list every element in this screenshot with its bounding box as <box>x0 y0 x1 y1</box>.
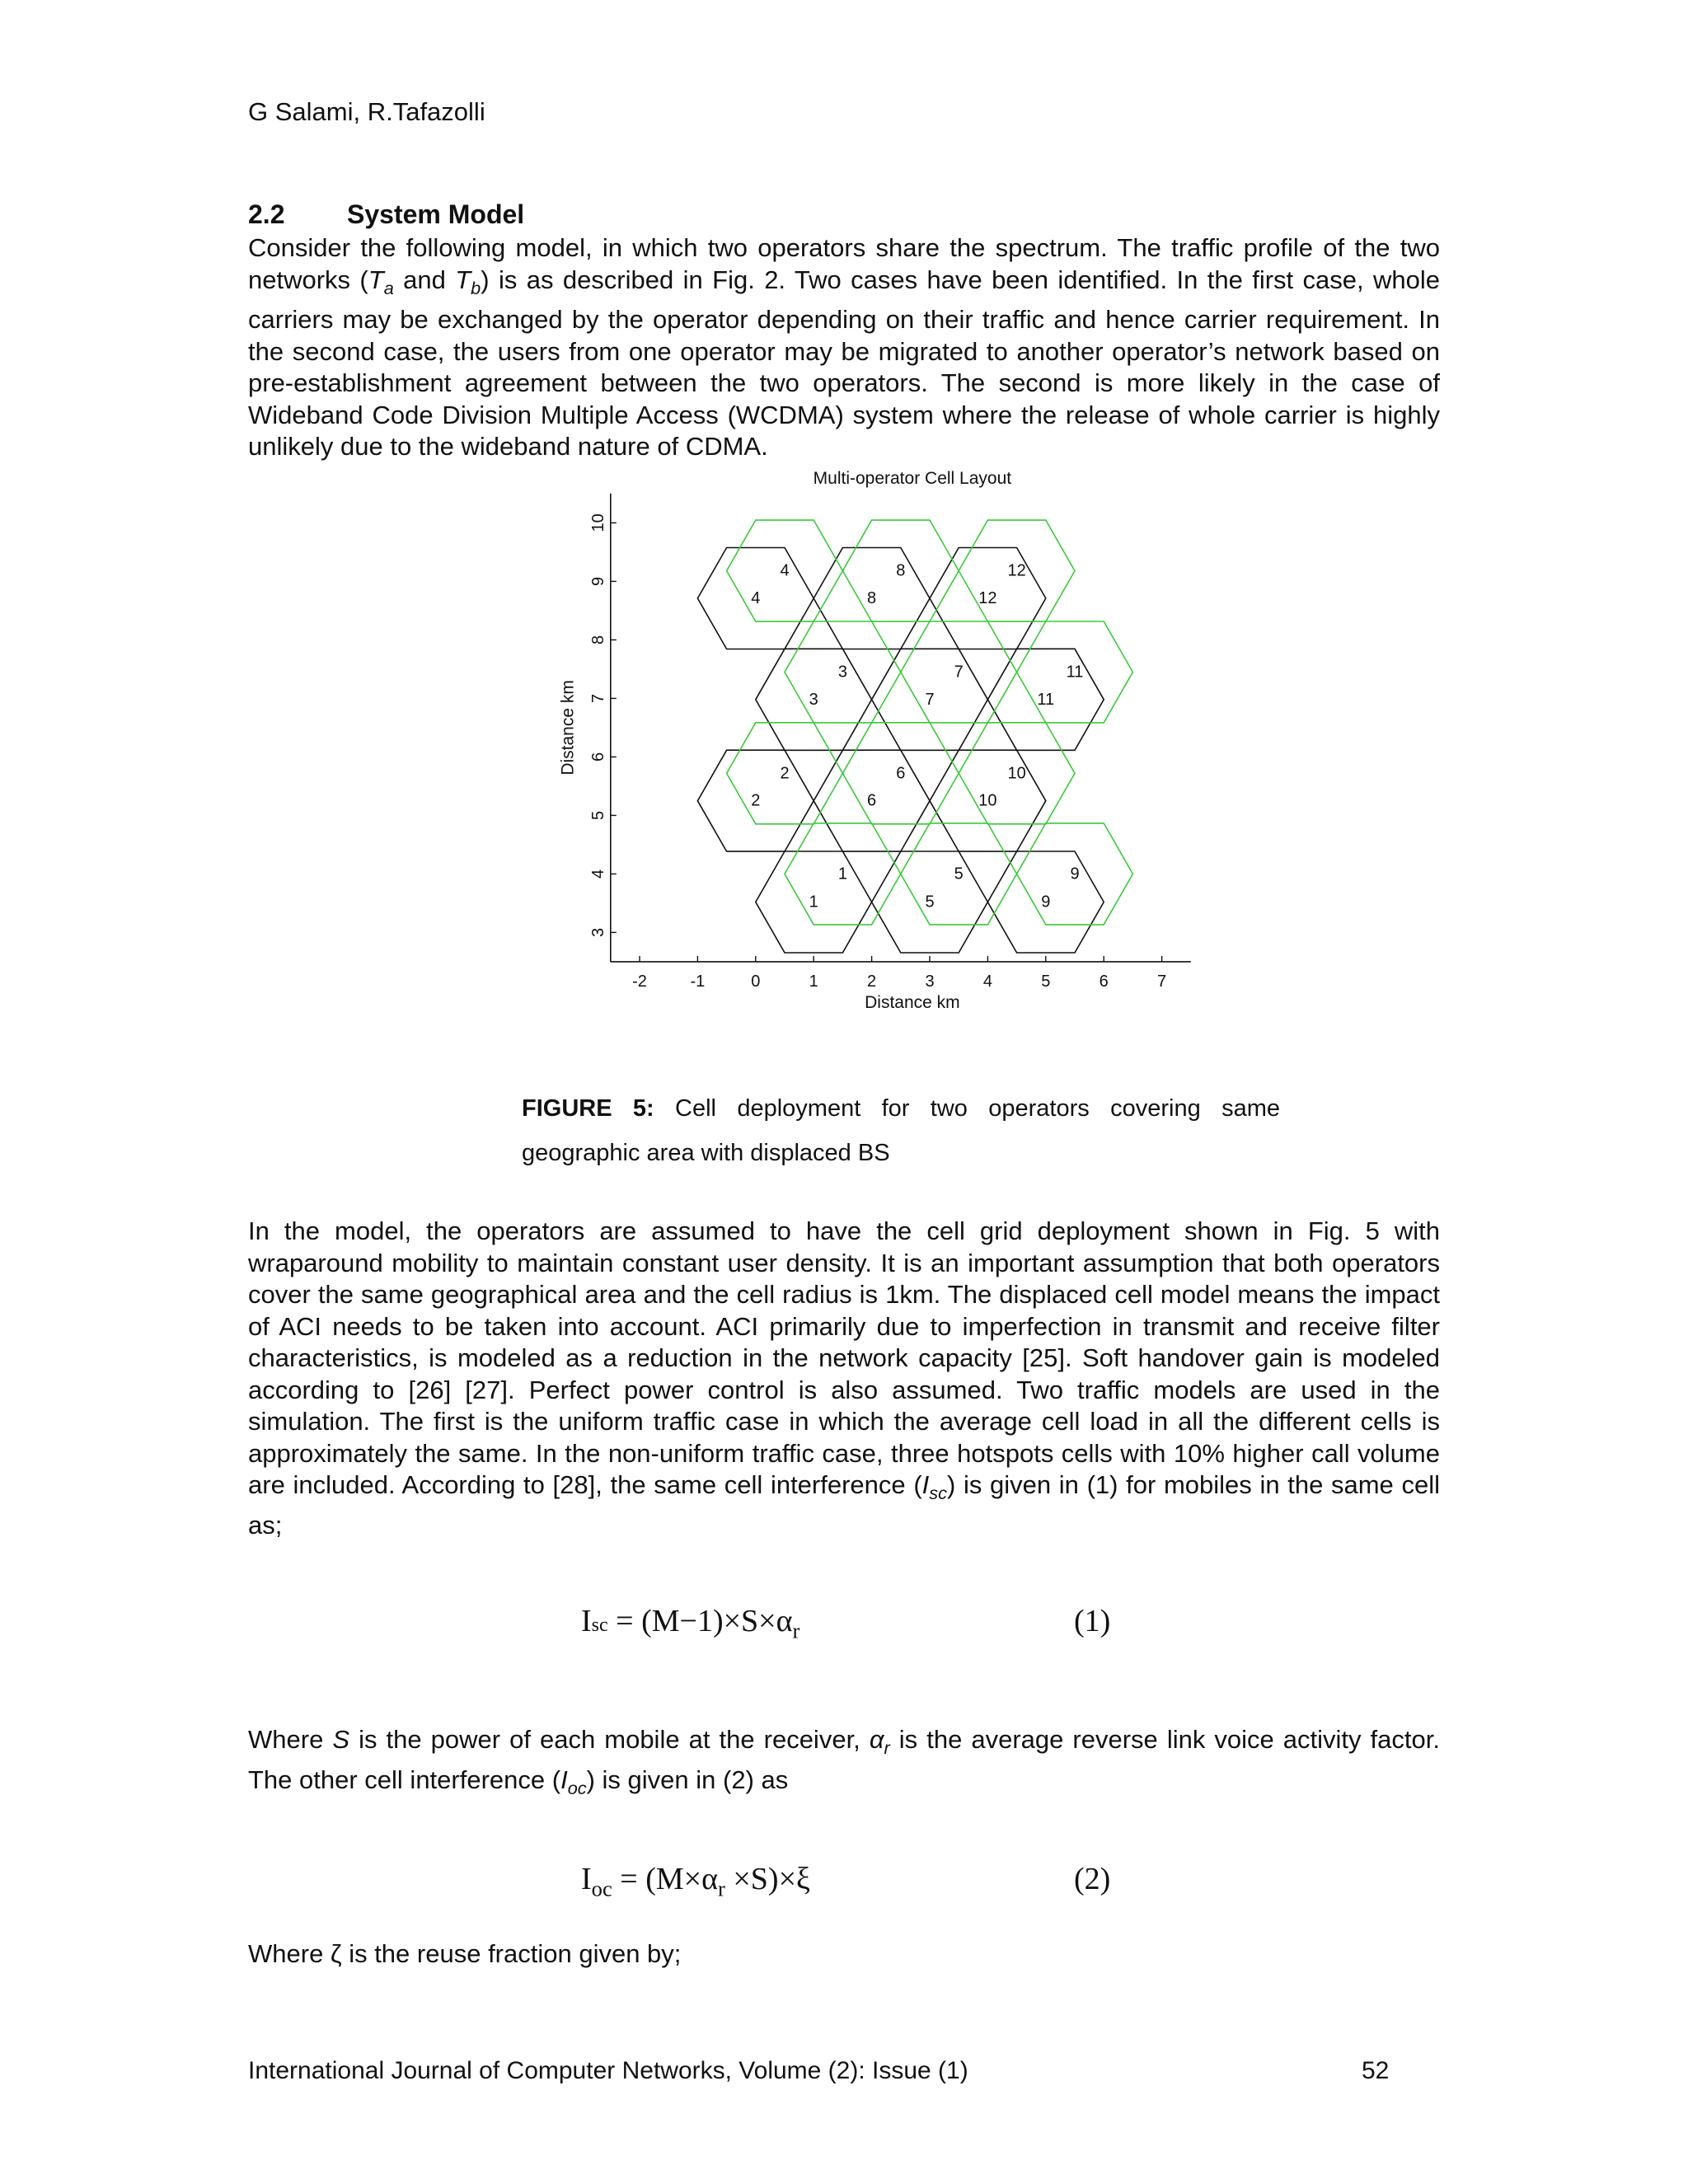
paragraph-where-s <box>248 1724 1440 1804</box>
x-tick-label: 3 <box>925 972 935 991</box>
cell-hexagon <box>727 520 843 621</box>
cell-label: 8 <box>867 588 877 607</box>
cell-label: 9 <box>1070 865 1080 883</box>
footer-journal: International Journal of Computer Networks, Volume (2): Issue (1) <box>248 2057 968 2084</box>
cell-hexagon <box>872 851 988 953</box>
cell-label: 1 <box>837 865 847 883</box>
cell-label: 7 <box>954 663 964 682</box>
cell-hexagon <box>697 548 814 649</box>
text-run: is the power of each mobile at the receiver, <box>349 1725 870 1754</box>
cell-label: 3 <box>837 663 847 682</box>
figure-label: FIGURE 5: <box>522 1095 654 1122</box>
y-tick-label: 8 <box>588 635 607 644</box>
eq1-rhs-sub: r <box>792 1618 800 1643</box>
text-run: Where <box>248 1725 333 1754</box>
text-run: ) is as described in Fig. 2. Two cases have been identified. In the first case, whole carriers may be exchanged by the operator depending on their traffic and hence carrier requirement. In the second case, the users from one operator may be migrated to another operator’s network based on pre-establishment agreement between the two operators. The second is more likely in the case of Wideband Code Division Multiple Access (WCDMA) system where the release of whole carrier is highly unlikely due to the wideband nature of CDMA. <box>248 265 1440 462</box>
eq1-lhs-sub: sc <box>591 1615 608 1636</box>
eq2-lhs: I <box>581 1862 592 1896</box>
cell-label: 10 <box>978 791 997 810</box>
x-tick-label: 1 <box>809 972 818 991</box>
section-heading <box>248 199 524 230</box>
equation-2 <box>581 1861 810 1902</box>
text-run: Consider the following model, in which two operators share the spectrum. The traffic profile of the two networks ( <box>248 233 1440 294</box>
cell-hexagon <box>959 520 1075 621</box>
cell-hexagon <box>930 548 1046 649</box>
x-tick-label: 6 <box>1099 972 1109 991</box>
cell-hexagon <box>785 621 901 723</box>
x-tick-label: 0 <box>751 972 761 991</box>
cell-hexagon <box>901 621 1017 723</box>
cell-hexagon <box>959 723 1075 824</box>
eq2-rhs-tail: ×S)×ξ <box>724 1862 810 1896</box>
paragraph-reuse-fraction: Where ζ is the reuse fraction given by; <box>248 1939 682 1968</box>
eq1-rhs: = (M−1)×S×α <box>607 1604 793 1638</box>
cell-label: 12 <box>978 588 997 607</box>
equation-2-number: (2) <box>1074 1862 1111 1896</box>
x-tick-label: -2 <box>632 972 647 991</box>
cell-label: 4 <box>751 588 761 607</box>
cell-label: 5 <box>925 893 935 912</box>
eq2-rhs: = (M×α <box>612 1862 718 1896</box>
y-tick-label: 10 <box>588 513 607 532</box>
text-run: ) is given in (1) for mobiles in the same cell as; <box>248 1470 1440 1540</box>
y-tick-label: 4 <box>588 869 607 879</box>
y-tick-label: 9 <box>588 576 607 586</box>
figure-caption <box>522 1086 1280 1175</box>
symbol-isc: I <box>921 1470 930 1499</box>
eq2-rhs-sub: r <box>717 1876 725 1901</box>
text-run: In the model, the operators are assumed to have the cell grid deployment shown in Fig. 5 with wraparound mobility to maintain constant user density. It is an important assumption that both operators cover the same geographical area and the cell radius is 1km. The displaced cell model means the impact of ACI needs to be taken into account. ACI primarily due to imperfection in transmit and receive filter characteristics, is modeled as a reduction in the network capacity [25]. Soft handover gain is modeled according to [26] [27]. Perfect power control is also assumed. Two traffic models are used in the simulation. The first is the uniform traffic case in which the average cell load in all the different cells is approximately the same. In the non-uniform traffic case, three hotspots cells with 10% higher call volume are included. According to [28], the same cell interference ( <box>248 1216 1440 1499</box>
cell-label: 4 <box>780 561 790 580</box>
chart-title: Multi-operator Cell Layout <box>813 468 1012 488</box>
equation-1-number: (1) <box>1074 1604 1111 1638</box>
cell-hexagon <box>756 851 872 953</box>
y-tick-label: 6 <box>588 752 607 762</box>
cell-label: 12 <box>1007 561 1026 580</box>
eq1-lhs: I <box>581 1604 592 1638</box>
x-tick-label: 4 <box>982 972 992 991</box>
cell-label: 6 <box>896 764 906 783</box>
cell-label: 5 <box>954 865 964 883</box>
text-run: is the average reverse link voice activity factor. The other cell interference ( <box>248 1725 1440 1794</box>
cell-hexagon <box>987 649 1104 750</box>
cell-hexagon <box>697 750 814 851</box>
y-axis-label: Distance km <box>558 680 578 776</box>
x-tick-label: 5 <box>1041 972 1051 991</box>
x-axis-label: Distance km <box>865 992 960 1012</box>
y-tick-label: 3 <box>588 927 607 937</box>
section-title: System Model <box>347 199 525 229</box>
figure-caption-text: Cell deployment for two operators covering same geographic area with displaced BS <box>522 1095 1280 1166</box>
section-number: 2.2 <box>248 199 285 229</box>
eq2-lhs-sub: oc <box>591 1876 612 1901</box>
cell-hexagon <box>756 649 872 750</box>
cell-hexagon <box>930 750 1046 851</box>
symbol-s: S <box>332 1725 350 1754</box>
x-tick-label: 7 <box>1157 972 1167 991</box>
cell-label: 2 <box>780 764 790 783</box>
cell-label: 11 <box>1037 690 1055 709</box>
x-tick-label: 2 <box>867 972 877 991</box>
cell-hexagon <box>727 723 843 824</box>
paragraph-model-description <box>248 1216 1440 1541</box>
text-run: and <box>393 265 456 294</box>
y-tick-label: 5 <box>588 810 607 820</box>
text-run: ) is given in (2) as <box>586 1765 789 1794</box>
cell-label: 10 <box>1007 764 1026 783</box>
cell-label: 6 <box>867 791 877 810</box>
cell-hexagon <box>842 520 959 621</box>
cell-hexagon <box>814 548 930 649</box>
cell-label: 3 <box>809 690 818 709</box>
symbol-ioc-sub: oc <box>567 1777 587 1798</box>
equation-1 <box>581 1603 799 1644</box>
cell-hexagon <box>987 851 1104 953</box>
page-number: 52 <box>1362 2057 1390 2084</box>
symbol-ta-sub: a <box>383 277 394 298</box>
cell-hexagon <box>785 823 901 925</box>
cell-hexagon <box>842 723 959 824</box>
cell-label: 2 <box>751 791 761 810</box>
cell-hexagon <box>1017 823 1133 925</box>
running-header: G Salami, R.Tafazolli <box>248 97 485 126</box>
symbol-ioc: I <box>560 1765 568 1794</box>
cell-label: 9 <box>1041 893 1051 912</box>
cell-hexagon <box>872 649 988 750</box>
symbol-tb-sub: b <box>471 277 481 298</box>
cell-hexagon <box>901 823 1017 925</box>
symbol-alpha-sub: r <box>884 1737 890 1759</box>
cell-label: 8 <box>896 561 906 580</box>
paragraph-system-model <box>248 232 1440 463</box>
x-tick-label: -1 <box>690 972 706 991</box>
y-tick-label: 7 <box>588 693 607 703</box>
cell-label: 1 <box>809 893 818 912</box>
cell-label: 7 <box>925 690 935 709</box>
cell-label: 11 <box>1066 663 1084 682</box>
symbol-alpha: α <box>869 1725 884 1754</box>
cell-hexagon <box>814 750 930 851</box>
symbol-tb: T <box>455 265 471 294</box>
symbol-ta: T <box>368 265 384 294</box>
symbol-isc-sub: sc <box>929 1483 947 1504</box>
cell-hexagon <box>1017 621 1133 723</box>
